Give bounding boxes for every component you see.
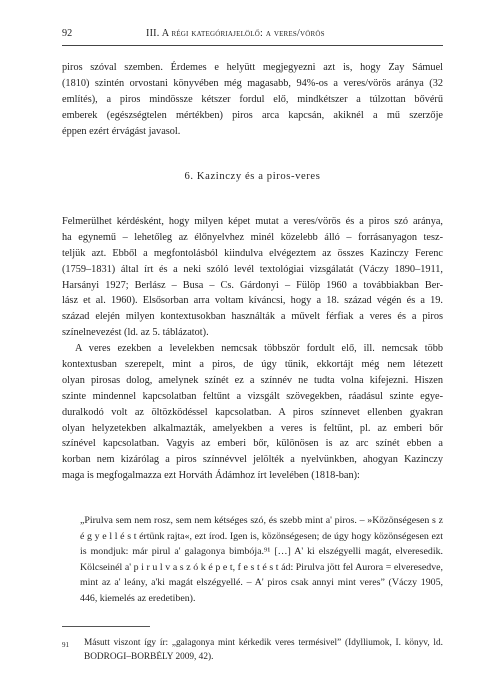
footnote-line: BODROGI–BORBÉLY 2009, 42).	[84, 651, 214, 662]
text-line: éppen ezért érvágást javasol.	[62, 125, 181, 137]
running-header	[62, 28, 442, 42]
text-line: teljük azt. Ebből a megfontolásból kiindulva elvégeztem az összes Kazinczy Ferenc	[62, 247, 443, 259]
running-title: III. A régi kategóriajelölő: a veres/vörös	[146, 28, 325, 39]
text-line: korban nem kizárólag a piros színnévvel jelölték a nyelvünkben, ahogyan Kazinczy	[62, 454, 443, 466]
quote-line: 446, kiemelés az eredetiben).	[80, 592, 196, 604]
text-line: Harsányi 1927; Berlász – Busa – Cs. Gárdonyi – Fülöp 1960 a továbbiakban Ber-	[62, 279, 443, 291]
text-line: Felmerülhet kérdésként, hogy milyen képet mutat a veres/vörös és a piros szó aránya,	[62, 216, 443, 227]
quote-line: is mondjuk: már pirul a' galagonya bimbója.⁹¹ […] A' ki elszégyelli magát, elveresedik.	[80, 546, 443, 557]
text-line: emberek (egészségtelen mértékben) piros arca kapcsán, akiknél a mű szerzője	[62, 109, 443, 121]
text-line: maga is megfogalmazza ezt Horváth Ádámhoz írt levelében (1818-ban):	[62, 470, 360, 482]
text-line: olyan pirosas dolog, amelynek színét ez a színnév ne tudta volna kifejezni. Hiszen	[62, 374, 443, 386]
text-line: duralkodó volt az öltözködéssel kapcsolatban. A piros színnevet ellenben gyakran	[62, 406, 443, 418]
text-line: színelnevezést (ld. az 5. táblázatot).	[62, 327, 209, 339]
quote-line: mint az a' leány, a'ki magát elszégyellé. – A' piros csak annyi mint veres” (Váczy 1905,	[80, 577, 443, 588]
text-line: színével kapcsolatban. Vagyis az emberi bőr, különösen is az arc színét ebben a	[62, 438, 443, 450]
footnote-text	[84, 637, 443, 664]
quote-line: é g y e l l é s t értünk rajta«, ezt írod. Igen is, közönségesen; de úgy hogy közönségesen ezt	[80, 530, 443, 542]
text-line: lász et al. 1960). Elsősorban arra voltam kíváncsi, hogy a 18. század végén és a 19.	[62, 295, 443, 307]
section-heading: 6. Kazinczy és a piros-veres	[184, 171, 321, 182]
footnote-rule	[62, 626, 150, 627]
quote-line: „Pirulva sem nem rosz, sem nem kétséges szó, és szebb mint a' piros. – »Közönségesen s z	[80, 515, 443, 526]
body-text	[62, 214, 443, 484]
text-line: ha egynemű – lehetőleg az élőnyelvhez minél közelebb álló – forrásanyagon tesz-	[62, 231, 443, 243]
footnote-line: Másutt viszont így ír: „galagonya mint kérkedik veres termésivel” (Idylliumok, I. könyv, ld.	[84, 638, 443, 648]
text-line: század elején milyen kontextusokban használták a művelt férfiak a veres és a piros	[62, 311, 443, 323]
text-line: (1810) szintén orvostani könyvében még magasabb, 94%-os a veres/vörös aránya (32	[62, 77, 443, 89]
quote-line: Kölcseinél a' p i r u l v a s z ó k é p e t, f e s t é s t ád: Pirulva jött fel Aurora = elveresedve,	[80, 561, 443, 573]
paragraph-continuation	[62, 60, 443, 139]
text-line: szinte mindennel kapcsolatban feltűnt a vizsgált szövegekben, ráadásul szinte egye-	[62, 390, 443, 402]
text-line: A veres ezekben a levelekben nemcsak többször fordult elő, ill. nemcsak több	[75, 343, 443, 355]
footnote-number: 91	[62, 641, 69, 649]
text-line: kontextusban szerepelt, mint a piros, de úgy tűnik, ekkortájt még nem létezett	[62, 359, 443, 371]
text-line: olyan helyzetekben alkalmazták, amelyekben a veres is feltűnt, pl. az emberi bőr	[62, 422, 443, 434]
text-line: (1759–1831) által írt és a neki szóló levél textológiai vizsgálatát (Váczy 1890–1911,	[62, 263, 443, 275]
text-line: említés), a piros mindössze kétszer fordul elő, mindkétszer a túlzottan bővérű	[62, 93, 443, 105]
page-number: 92	[62, 28, 73, 39]
header-rule	[62, 45, 443, 46]
text-line: piros szóval szemben. Érdemes e helyütt megjegyezni azt is, hogy Zay Sámuel	[62, 62, 443, 73]
block-quote	[80, 513, 443, 606]
